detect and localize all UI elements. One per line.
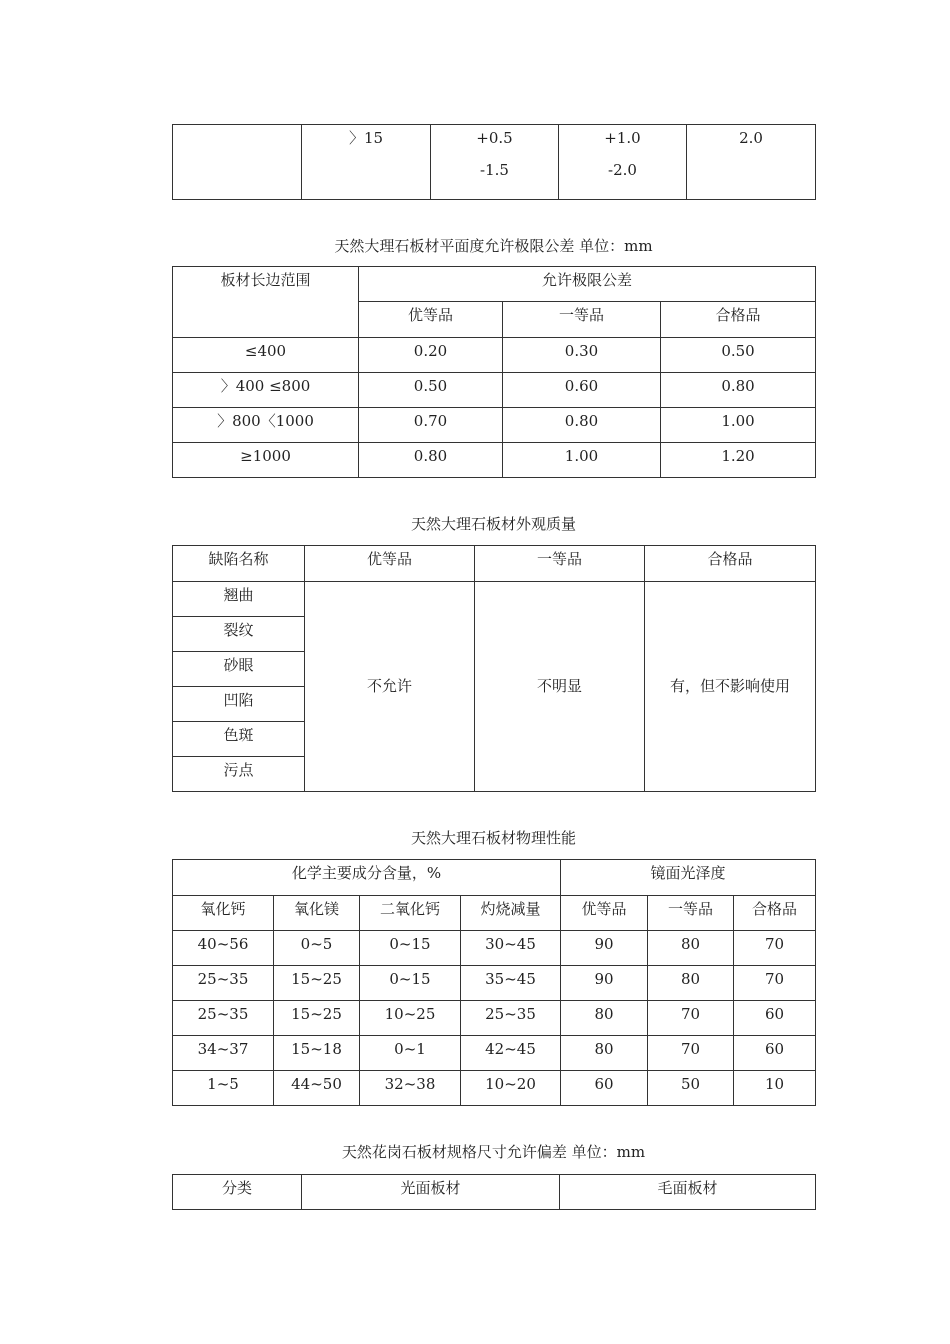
physical-table-title: 天然大理石板材物理性能 <box>410 829 576 847</box>
table-row <box>173 408 816 443</box>
empty-cell <box>173 125 302 200</box>
value-cell: 0~15 <box>360 931 461 966</box>
granite-table-title: 天然花岗石板材规格尺寸允许偏差 单位：mm <box>341 1143 646 1161</box>
table-row <box>173 582 816 617</box>
cell-tolerance-b: +1.0 -2.0 <box>559 125 687 200</box>
header-category: 分类 <box>173 1175 302 1210</box>
range-cell: 〉800〈1000 <box>173 408 359 443</box>
table-row <box>173 1036 816 1071</box>
value-cell: 25~35 <box>173 966 274 1001</box>
table-row <box>173 966 816 1001</box>
defect-cell: 色斑 <box>173 722 305 757</box>
value-cell: 70 <box>648 1001 734 1036</box>
value-cell: 40~56 <box>173 931 274 966</box>
value-cell: 0~5 <box>274 931 360 966</box>
column-header: 一等品 <box>648 896 734 931</box>
header-grade: 一等品 <box>503 302 661 338</box>
appearance-table <box>172 545 816 792</box>
table-row <box>173 1071 816 1106</box>
table-row <box>173 1001 816 1036</box>
header-grade: 合格品 <box>661 302 816 338</box>
header-polished: 光面板材 <box>302 1175 560 1210</box>
column-header: 二氧化钙 <box>360 896 461 931</box>
value-cell: 80 <box>561 1001 648 1036</box>
table-size-tolerance-fragment <box>172 124 816 200</box>
column-header: 灼烧减量 <box>461 896 561 931</box>
header-grade: 优等品 <box>305 546 475 582</box>
appearance-table-title: 天然大理石板材外观质量 <box>410 515 576 533</box>
defect-cell: 翘曲 <box>173 582 305 617</box>
value-cell: 25~35 <box>173 1001 274 1036</box>
table-row <box>173 443 816 478</box>
value-cell: 不允许 <box>305 582 475 792</box>
value-cell: 70 <box>648 1036 734 1071</box>
value-cell: 25~35 <box>461 1001 561 1036</box>
value-cell: 44~50 <box>274 1071 360 1106</box>
value-cell: 10 <box>734 1071 816 1106</box>
value-cell: 60 <box>561 1071 648 1106</box>
granite-table <box>172 1174 816 1210</box>
column-header: 氧化镁 <box>274 896 360 931</box>
defect-cell: 污点 <box>173 757 305 792</box>
header-grade: 一等品 <box>475 546 645 582</box>
value-cell: 60 <box>734 1001 816 1036</box>
header-gloss: 镜面光泽度 <box>561 860 816 896</box>
value-cell: 0.20 <box>359 338 503 373</box>
range-cell: ≤400 <box>173 338 359 373</box>
value-cell: 1.20 <box>661 443 816 478</box>
value-cell: 10~25 <box>360 1001 461 1036</box>
table-row <box>173 338 816 373</box>
table-row <box>173 931 816 966</box>
value-cell: 0.80 <box>359 443 503 478</box>
value-cell: 0.30 <box>503 338 661 373</box>
value-cell: 70 <box>734 931 816 966</box>
value-cell: 34~37 <box>173 1036 274 1071</box>
value-cell: 15~18 <box>274 1036 360 1071</box>
value-cell: 0~15 <box>360 966 461 1001</box>
value-cell: 15~25 <box>274 966 360 1001</box>
header-range: 板材长边范围 <box>173 267 359 338</box>
value-cell: 0.80 <box>503 408 661 443</box>
range-cell: ≥1000 <box>173 443 359 478</box>
header-grade: 合格品 <box>645 546 816 582</box>
defect-cell: 凹陷 <box>173 687 305 722</box>
cell-range: 〉15 <box>302 125 431 200</box>
range-cell: 〉400 ≤800 <box>173 373 359 408</box>
header-rough: 毛面板材 <box>560 1175 816 1210</box>
table-row <box>173 373 816 408</box>
physical-table <box>172 859 816 1106</box>
value-cell: 1.00 <box>661 408 816 443</box>
value-cell: 30~45 <box>461 931 561 966</box>
value-cell: 80 <box>561 1036 648 1071</box>
cell-tolerance-c: 2.0 <box>687 125 816 200</box>
value-cell: 不明显 <box>475 582 645 792</box>
header-grade: 优等品 <box>359 302 503 338</box>
value-cell: 32~38 <box>360 1071 461 1106</box>
value-cell: 10~20 <box>461 1071 561 1106</box>
column-header: 优等品 <box>561 896 648 931</box>
column-header: 氧化钙 <box>173 896 274 931</box>
value-cell: 80 <box>648 966 734 1001</box>
value-cell: 有，但不影响使用 <box>645 582 816 792</box>
defect-cell: 裂纹 <box>173 617 305 652</box>
value-cell: 15~25 <box>274 1001 360 1036</box>
value-cell: 0.60 <box>503 373 661 408</box>
value-cell: 90 <box>561 931 648 966</box>
value-cell: 1~5 <box>173 1071 274 1106</box>
header-defect: 缺陷名称 <box>173 546 305 582</box>
value-cell: 0.70 <box>359 408 503 443</box>
value-cell: 0~1 <box>360 1036 461 1071</box>
value-cell: 0.50 <box>661 338 816 373</box>
value-cell: 1.00 <box>503 443 661 478</box>
value-cell: 42~45 <box>461 1036 561 1071</box>
value-cell: 80 <box>648 931 734 966</box>
header-chemistry: 化学主要成分含量，% <box>173 860 561 896</box>
cell-tolerance-a: +0.5 -1.5 <box>431 125 559 200</box>
flatness-table <box>172 266 816 478</box>
value-cell: 50 <box>648 1071 734 1106</box>
defect-cell: 砂眼 <box>173 652 305 687</box>
value-cell: 90 <box>561 966 648 1001</box>
flatness-table-title: 天然大理石板材平面度允许极限公差 单位：mm <box>334 237 653 255</box>
column-header: 合格品 <box>734 896 816 931</box>
value-cell: 0.80 <box>661 373 816 408</box>
value-cell: 0.50 <box>359 373 503 408</box>
value-cell: 35~45 <box>461 966 561 1001</box>
header-tolerance: 允许极限公差 <box>359 267 816 302</box>
value-cell: 70 <box>734 966 816 1001</box>
value-cell: 60 <box>734 1036 816 1071</box>
